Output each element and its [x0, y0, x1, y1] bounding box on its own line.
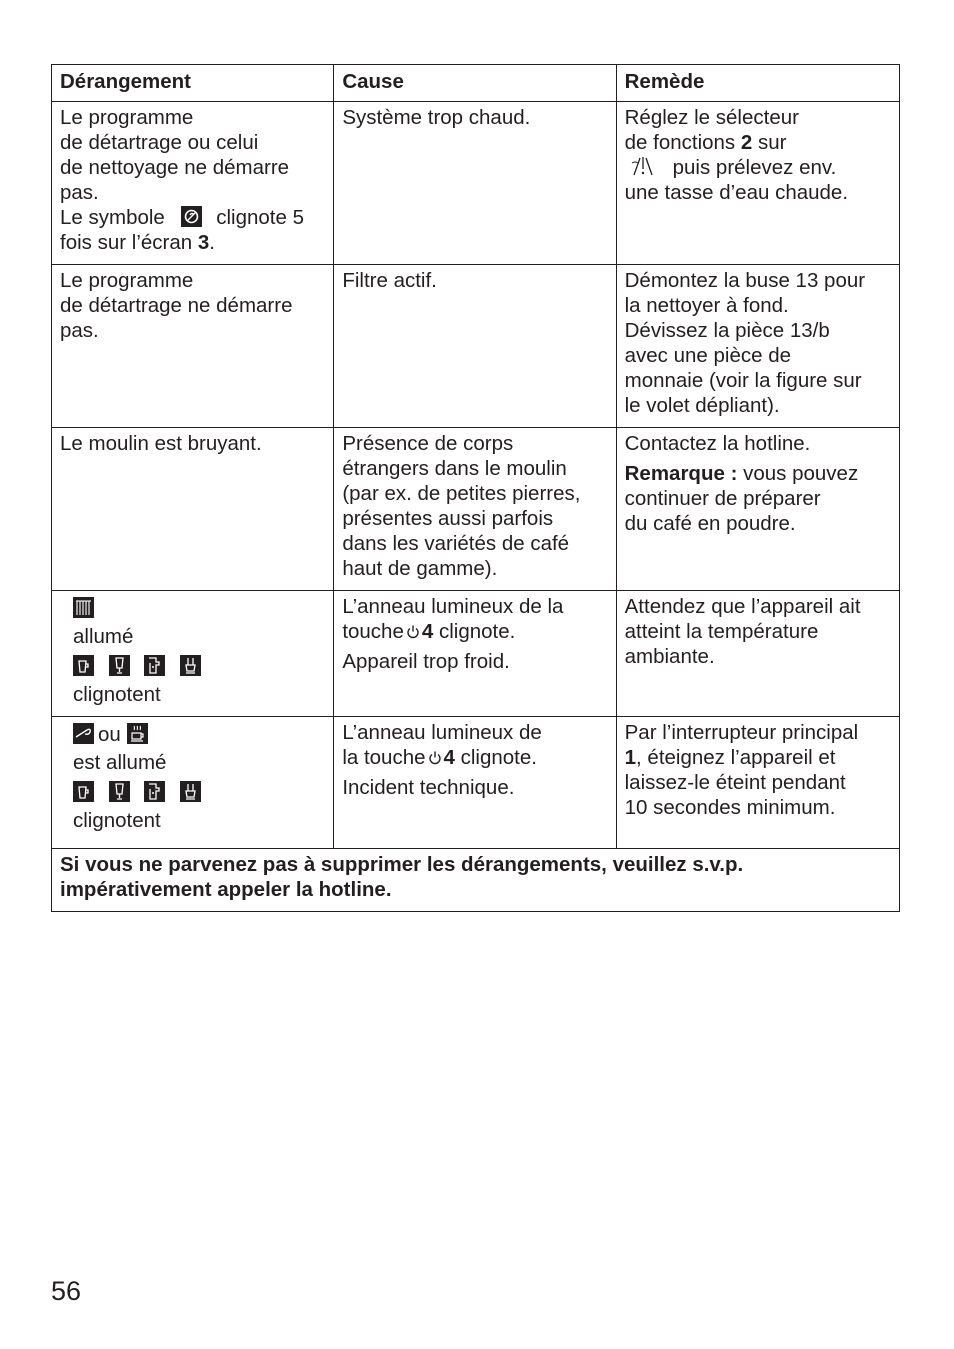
- table-row: [52, 102, 900, 265]
- header-derangement: Dérangement: [52, 65, 334, 102]
- descale-icon: [181, 206, 202, 227]
- table-row: [52, 265, 900, 428]
- remedy-cell: Réglez le sélecteur de fonctions 2 sur puis prélevez env. une tasse d’eau chaude.: [616, 102, 899, 265]
- table-row: [52, 428, 900, 591]
- table-row: [52, 591, 900, 717]
- remedy-cell: Démontez la buse 13 pour la nettoyer à fond. Dévissez la pièce 13/b avec une pièce de monnaie (voir la figure sur le volet dépliant).: [616, 265, 899, 428]
- cause-cell: Présence de corps étrangers dans le moulin (par ex. de petites pierres, présentes aussi parfois dans les variétés de café haut de gamme).: [334, 428, 616, 591]
- cause-cell: Système trop chaud.: [334, 102, 616, 265]
- small-cup-icon: [73, 781, 94, 802]
- bean-level-icon: [73, 597, 94, 618]
- fault-cell: allumé clignotent: [52, 591, 334, 717]
- milk-cup-icon: [144, 781, 165, 802]
- table-header-row: [52, 65, 900, 102]
- cause-cell: Filtre actif.: [334, 265, 616, 428]
- small-cup-icon: [73, 655, 94, 676]
- fault-cell: ou est allumé clignotent: [52, 717, 334, 849]
- fault-cell: Le programme de détartrage ne démarre pas.: [52, 265, 334, 428]
- coffee-scoop-icon: [73, 723, 94, 744]
- tall-cup-icon: [109, 655, 130, 676]
- tall-cup-icon: [109, 781, 130, 802]
- fault-cell: Le moulin est bruyant.: [52, 428, 334, 591]
- header-cause: Cause: [334, 65, 616, 102]
- glass-cup-icon: [180, 781, 201, 802]
- cause-cell: L’anneau lumineux de la touche 4 clignote. Appareil trop froid.: [334, 591, 616, 717]
- remedy-cell: Contactez la hotline. Remarque : vous pouvez continuer de préparer du café en poudre.: [616, 428, 899, 591]
- remedy-cell: Par l’interrupteur principal 1, éteignez l’appareil et laissez-le éteint pendant 10 secondes minimum.: [616, 717, 899, 849]
- table-row: [52, 717, 900, 849]
- remedy-cell: Attendez que l’appareil ait atteint la température ambiante.: [616, 591, 899, 717]
- fault-cell: Le programme de détartrage ou celui de nettoyage ne démarre pas. Le symbole clignote 5 fois sur l’écran 3.: [52, 102, 334, 265]
- header-remede: Remède: [616, 65, 899, 102]
- power-icon: [428, 751, 442, 765]
- hotline-note: Si vous ne parvenez pas à supprimer les dérangements, veuillez s.v.p. impérativement appeler la hotline.: [52, 849, 900, 912]
- steam-wave-icon: [629, 155, 657, 177]
- glass-cup-icon: [180, 655, 201, 676]
- table-footer-row: [52, 849, 900, 912]
- coffee-cup-icon: [127, 723, 148, 744]
- power-icon: [406, 625, 420, 639]
- troubleshooting-table: [51, 64, 900, 912]
- milk-cup-icon: [144, 655, 165, 676]
- page-number: 56: [51, 1276, 82, 1306]
- cause-cell: L’anneau lumineux de la touche 4 clignote. Incident technique.: [334, 717, 616, 849]
